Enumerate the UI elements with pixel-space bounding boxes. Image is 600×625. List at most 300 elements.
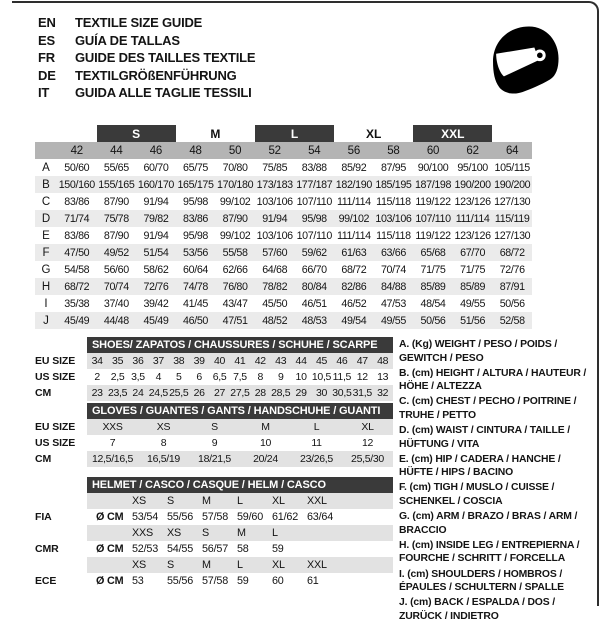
cell: 87/90 xyxy=(103,229,129,242)
cell: 55/65 xyxy=(103,161,129,174)
cell: 10 xyxy=(295,371,307,383)
cell: 4 xyxy=(155,371,162,383)
cell: 187/198 xyxy=(413,176,453,193)
cell: 35 xyxy=(107,353,127,369)
row-label-J: J xyxy=(35,312,57,329)
cell: 9 xyxy=(277,371,284,383)
cell: 60 xyxy=(272,575,284,587)
cell: 42 xyxy=(250,353,270,369)
cell: 82/86 xyxy=(334,278,374,295)
cell: 177/187 xyxy=(294,176,334,193)
cell: 47/53 xyxy=(380,297,406,310)
cell: 99/102 xyxy=(334,210,374,227)
cell: 66/70 xyxy=(301,263,327,276)
cell: 10 xyxy=(259,437,272,449)
spacer xyxy=(339,541,393,557)
measurement-legend xyxy=(399,338,596,625)
cell: 40 xyxy=(209,353,229,369)
cell: L xyxy=(291,419,342,435)
shoes-table xyxy=(35,337,393,401)
corner-cell xyxy=(35,125,57,142)
size-row-corner xyxy=(35,142,57,159)
cell: 185/195 xyxy=(374,176,414,193)
cell: 68/72 xyxy=(341,263,367,276)
cell: 62/66 xyxy=(222,263,248,276)
row-label-C: C xyxy=(41,195,51,208)
cell: 87/90 xyxy=(103,195,129,208)
cell: 57/58 xyxy=(202,511,229,523)
cell: 51/56 xyxy=(453,312,493,329)
unit-label: Ø CM xyxy=(96,543,124,555)
spacer xyxy=(35,557,87,573)
cell: 70/74 xyxy=(97,278,137,295)
cell: 43 xyxy=(271,353,291,369)
cell: 9 xyxy=(211,437,218,449)
cell: 10,5 xyxy=(311,371,332,383)
cell: 75/85 xyxy=(262,161,288,174)
cell: 29 xyxy=(291,385,311,401)
cell: 85/89 xyxy=(453,278,493,295)
cell: 16,5/19 xyxy=(138,451,189,467)
cell: 155/165 xyxy=(97,176,137,193)
cell: 72/76 xyxy=(136,278,176,295)
cell: 50/60 xyxy=(64,161,90,174)
cell: 72/76 xyxy=(499,263,525,276)
spacer xyxy=(35,525,87,541)
spacer xyxy=(87,557,129,573)
cell: 2,5 xyxy=(110,371,125,383)
spacer xyxy=(35,493,87,509)
cell: 103/106 xyxy=(256,229,293,242)
size-col-header: XXL xyxy=(304,493,339,509)
cell: 190/200 xyxy=(492,176,532,193)
cell: 165/175 xyxy=(176,176,216,193)
cell: 43/47 xyxy=(222,297,248,310)
size-col-header: XL xyxy=(269,493,304,509)
cell: 79/82 xyxy=(136,210,176,227)
cell: 103/106 xyxy=(374,210,414,227)
size-col-header: M xyxy=(199,557,234,573)
cell: 85/92 xyxy=(341,161,367,174)
cell: 127/130 xyxy=(494,229,531,242)
cell: 6,5 xyxy=(212,371,227,383)
cell: M xyxy=(240,419,291,435)
size-col-header: 52 xyxy=(255,142,295,159)
cell: 54/55 xyxy=(167,543,194,555)
cell: 53/54 xyxy=(132,511,159,523)
cell: 173/183 xyxy=(255,176,295,193)
cell: 111/114 xyxy=(336,229,371,242)
cell: 6 xyxy=(196,371,202,383)
row-label-CMR: CMR xyxy=(35,543,59,555)
size-col-header: S xyxy=(199,525,234,541)
cell: 59 xyxy=(237,575,249,587)
row-label: EU SIZE xyxy=(35,421,76,433)
cell: 45/50 xyxy=(262,297,288,310)
cell: 67/70 xyxy=(453,244,493,261)
cell: 37/40 xyxy=(103,297,129,310)
cell: 59 xyxy=(272,543,284,555)
legend-item: E. (cm) HIP / CADERA / HANCHE / HÜFTE / HIPS / BACINO xyxy=(399,453,561,479)
row-label: EU SIZE xyxy=(35,355,76,367)
cell: 107/110 xyxy=(296,195,332,208)
lang-code: EN xyxy=(38,15,56,30)
legend-item: A. (Kg) WEIGHT / PESO / POIDS / GEWITCH / PESO xyxy=(399,339,558,364)
cell: 8 xyxy=(257,371,264,383)
spacer xyxy=(87,493,129,509)
size-col-header: 60 xyxy=(413,142,453,159)
page-title: GUIDA ALLE TAGLIE TESSILI xyxy=(75,85,252,100)
cell: 91/94 xyxy=(143,195,169,208)
cell: 25,5/30 xyxy=(342,451,393,467)
cell: 68/72 xyxy=(57,278,97,295)
page-title: TEXTILE SIZE GUIDE xyxy=(75,15,203,30)
spacer xyxy=(339,509,393,525)
size-col-header: XXL xyxy=(304,557,339,573)
legend-item: G. (cm) ARM / BRAZO / BRAS / ARM / BRACCIO xyxy=(399,511,578,536)
cell: 52/53 xyxy=(132,543,159,555)
cell: 47/51 xyxy=(215,312,255,329)
table-title: HELMET / CASCO / CASQUE / HELM / CASCO xyxy=(87,477,393,493)
cell: 85/89 xyxy=(413,278,453,295)
cell: 36 xyxy=(128,353,148,369)
cell: 54/58 xyxy=(64,263,90,276)
size-col-header: 56 xyxy=(334,142,374,159)
cell: 35/38 xyxy=(64,297,90,310)
cell: 58/62 xyxy=(143,263,169,276)
gloves-table xyxy=(35,403,393,467)
cell: 53 xyxy=(132,575,144,587)
cell: 49/55 xyxy=(460,297,486,310)
cell: 99/102 xyxy=(219,195,251,208)
cell: 115/118 xyxy=(376,229,411,242)
cell: 107/110 xyxy=(413,210,453,227)
cell: 51/54 xyxy=(136,244,176,261)
cell: 65/68 xyxy=(413,244,453,261)
cell: 45/49 xyxy=(57,312,97,329)
cell: 58 xyxy=(237,543,249,555)
cell: 95/98 xyxy=(183,195,209,208)
size-group-M: M xyxy=(210,126,221,141)
title-row-de xyxy=(38,67,255,85)
cell: 49/55 xyxy=(374,312,414,329)
cell: 3,5 xyxy=(131,371,145,383)
cell: XS xyxy=(138,419,189,435)
cell: 50/56 xyxy=(499,297,525,310)
size-group-S: S xyxy=(97,125,176,142)
cell: 119/122 xyxy=(415,229,451,242)
cell: 31,5 xyxy=(352,387,372,399)
helmet-icon xyxy=(486,14,564,106)
row-label-A: A xyxy=(42,161,50,174)
cell: 83/86 xyxy=(64,195,90,208)
cell: 5 xyxy=(175,371,182,383)
legend-item: D. (cm) WAIST / CINTURA / TAILLE / HÜFTUNG / VITA xyxy=(399,425,570,450)
cell: XXS xyxy=(87,419,138,435)
size-col-header: 46 xyxy=(136,142,176,159)
cell: 13 xyxy=(377,371,389,383)
cell: 8 xyxy=(160,437,167,449)
cell: 41/45 xyxy=(183,297,209,310)
cell: 28 xyxy=(250,385,270,401)
cell: 23 xyxy=(87,385,107,401)
row-label-I: I xyxy=(44,297,48,310)
size-col-header: M xyxy=(199,493,234,509)
unit-label: Ø CM xyxy=(96,575,124,587)
cell: 160/170 xyxy=(136,176,176,193)
cell: 80/84 xyxy=(294,278,334,295)
size-col-header: M xyxy=(234,525,269,541)
cell: 53/56 xyxy=(176,244,216,261)
size-col-header: 62 xyxy=(453,142,493,159)
spacer xyxy=(339,573,393,589)
size-col-header: XS xyxy=(164,525,199,541)
cell: 68/72 xyxy=(492,244,532,261)
cell: 150/160 xyxy=(57,176,97,193)
cell: S xyxy=(189,419,240,435)
size-col-header: 64 xyxy=(492,142,532,159)
cell: 46 xyxy=(332,353,352,369)
cell: 83/86 xyxy=(176,210,216,227)
cell: 70/80 xyxy=(222,161,248,174)
cell: 87/95 xyxy=(380,161,406,174)
legend-item: B. (cm) HEIGHT / ALTURA / HAUTEUR / HÖHE / ALTEZZA xyxy=(399,367,587,393)
lang-code: ES xyxy=(38,32,55,48)
cell: 61 xyxy=(307,575,319,587)
row-label: US SIZE xyxy=(35,371,76,383)
cell: 107/110 xyxy=(296,229,332,242)
size-col-header: XS xyxy=(129,493,164,509)
row-label-B: B xyxy=(35,176,57,193)
cell: 27,5 xyxy=(230,387,250,399)
cell: 84/88 xyxy=(374,278,414,295)
cell: 71/74 xyxy=(57,210,97,227)
cell: 11 xyxy=(311,437,322,449)
cell: 91/94 xyxy=(255,210,295,227)
row-label-FIA: FIA xyxy=(35,511,52,523)
size-group-XXL: XXL xyxy=(413,125,492,142)
size-group-blank xyxy=(492,125,532,142)
size-group-L: L xyxy=(255,125,334,142)
cell: 190/200 xyxy=(453,176,493,193)
cell: 34 xyxy=(87,353,107,369)
size-col-header: L xyxy=(269,525,304,541)
cell: 12 xyxy=(361,437,374,449)
cell: 71/75 xyxy=(460,263,486,276)
cell: 87/90 xyxy=(215,210,255,227)
cell: 27 xyxy=(209,385,229,401)
legend-item: F. (cm) TIGH / MUSLO / CUISSE / SCHENKEL / COSCIA xyxy=(399,482,555,508)
cell: 111/114 xyxy=(453,210,493,227)
cell: 115/118 xyxy=(376,195,411,208)
title-row-it xyxy=(38,84,255,102)
cell: 38 xyxy=(169,353,189,369)
cell: 123/126 xyxy=(454,195,491,208)
size-col-header: 54 xyxy=(294,142,334,159)
cell: 20/24 xyxy=(240,451,291,467)
cell: 47/50 xyxy=(57,244,97,261)
cell: 60/64 xyxy=(183,263,209,276)
spacer xyxy=(35,337,87,353)
cell: 48/54 xyxy=(420,297,446,310)
cell: 47 xyxy=(352,353,372,369)
size-col-header: 48 xyxy=(176,142,216,159)
cell: 41 xyxy=(230,353,250,369)
cell: 32 xyxy=(372,385,392,401)
cell: 7,5 xyxy=(233,371,247,383)
cell: 105/115 xyxy=(494,161,530,174)
row-label: CM xyxy=(35,453,52,465)
cell: 63/64 xyxy=(307,511,334,523)
cell: 50/56 xyxy=(413,312,453,329)
cell: 49/52 xyxy=(97,244,137,261)
cell: 65/75 xyxy=(183,161,209,174)
unit-label: Ø CM xyxy=(96,511,124,523)
size-group-XL: XL xyxy=(365,126,382,141)
spacer xyxy=(35,403,87,419)
cell: 46/50 xyxy=(176,312,216,329)
cell: 60/70 xyxy=(143,161,169,174)
cell: 87/91 xyxy=(492,278,532,295)
title-row-fr xyxy=(38,49,255,67)
cell: 57/60 xyxy=(255,244,295,261)
row-label-D: D xyxy=(35,210,57,227)
spacer xyxy=(339,557,393,573)
main-size-table xyxy=(35,125,532,329)
cell: 59/62 xyxy=(294,244,334,261)
size-col-header: 50 xyxy=(215,142,255,159)
cell: 25,5 xyxy=(169,387,189,399)
size-col-header: XXS xyxy=(129,525,164,541)
cell: 45 xyxy=(311,353,331,369)
cell: 59/60 xyxy=(237,511,264,523)
cell: 63/66 xyxy=(374,244,414,261)
cell: 30 xyxy=(311,385,331,401)
spacer xyxy=(87,525,129,541)
spacer xyxy=(339,525,393,541)
lang-code: FR xyxy=(38,50,55,65)
cell: 23/26,5 xyxy=(291,451,342,467)
helmet-size-table xyxy=(35,477,393,589)
cell: 46/52 xyxy=(341,297,367,310)
size-col-header: XS xyxy=(129,557,164,573)
cell: 115/119 xyxy=(492,210,532,227)
title-row-es xyxy=(38,32,255,50)
cell: 99/102 xyxy=(219,229,251,242)
cell: 95/100 xyxy=(457,161,488,174)
size-col-header: 44 xyxy=(97,142,137,159)
cell: 30,5 xyxy=(332,387,352,399)
cell: 48/53 xyxy=(294,312,334,329)
cell: 119/122 xyxy=(415,195,451,208)
cell: 24 xyxy=(128,385,148,401)
cell: 83/86 xyxy=(64,229,90,242)
cell: 78/82 xyxy=(255,278,295,295)
cell: 52/58 xyxy=(492,312,532,329)
cell: 61/63 xyxy=(334,244,374,261)
cell: 55/56 xyxy=(167,575,194,587)
cell: 95/98 xyxy=(183,229,209,242)
cell: 91/94 xyxy=(143,229,169,242)
cell: 57/58 xyxy=(202,575,229,587)
row-label: CM xyxy=(35,387,52,399)
cell: 182/190 xyxy=(334,176,374,193)
page-title: GUÍA DE TALLAS xyxy=(75,32,180,48)
page-title: TEXTILGRÖßENFÜHRUNG xyxy=(75,67,237,83)
cell: 55/58 xyxy=(215,244,255,261)
cell: 83/88 xyxy=(301,161,327,174)
cell: 24,5 xyxy=(148,387,168,399)
size-col-header: 58 xyxy=(374,142,414,159)
cell: 28,5 xyxy=(271,387,291,399)
page-title: GUIDE DES TAILLES TEXTILE xyxy=(75,50,256,65)
cell: 55/56 xyxy=(167,511,194,523)
cell: 61/62 xyxy=(272,511,299,523)
cell: 7 xyxy=(109,437,116,449)
cell: 111/114 xyxy=(336,195,371,208)
cell: 12,5/16,5 xyxy=(87,451,138,467)
cell xyxy=(304,541,339,557)
lang-code: DE xyxy=(38,67,56,83)
table-title: GLOVES / GUANTES / GANTS / HANDSCHUHE / GUANTI xyxy=(87,403,393,419)
row-label-H: H xyxy=(35,278,57,295)
legend-item: I. (cm) SHOULDERS / HOMBROS / ÉPAULES / SCHULTERN / SPALLE xyxy=(399,568,564,594)
size-col-header: S xyxy=(164,493,199,509)
cell: 74/78 xyxy=(176,278,216,295)
spacer xyxy=(35,477,87,493)
cell: 49/54 xyxy=(334,312,374,329)
table-title: SHOES/ ZAPATOS / CHAUSSURES / SCHUHE / SCARPE xyxy=(87,337,393,353)
legend-item: C. (cm) CHEST / PECHO / POITRINE / TRUHE / PETTO xyxy=(399,396,577,421)
cell: 45/49 xyxy=(136,312,176,329)
title-row-en xyxy=(38,14,255,32)
cell: 46/51 xyxy=(301,297,327,310)
cell: 90/100 xyxy=(417,161,449,174)
cell: 37 xyxy=(148,353,168,369)
cell: 44/48 xyxy=(97,312,137,329)
cell: 123/126 xyxy=(454,229,491,242)
cell: XL xyxy=(342,419,393,435)
size-col-header: 42 xyxy=(57,142,97,159)
size-col-header: XL xyxy=(269,557,304,573)
cell: 44 xyxy=(291,353,311,369)
row-label-ECE: ECE xyxy=(35,575,57,587)
cell: 48 xyxy=(372,353,392,369)
cell: 95/98 xyxy=(294,210,334,227)
cell: 71/75 xyxy=(420,263,446,276)
cell: 75/78 xyxy=(97,210,137,227)
cell: 76/80 xyxy=(215,278,255,295)
cell: 2 xyxy=(94,371,100,383)
cell: 39/42 xyxy=(143,297,169,310)
size-group-blank xyxy=(57,125,97,142)
size-col-header: L xyxy=(234,493,269,509)
title-block xyxy=(38,14,255,102)
cell: 64/68 xyxy=(262,263,288,276)
cell: 48/52 xyxy=(255,312,295,329)
legend-item: J. (cm) BACK / ESPALDA / DOS / ZURÜCK / INDIETRO xyxy=(399,597,555,622)
cell: 26 xyxy=(189,385,209,401)
cell: 103/106 xyxy=(256,195,293,208)
size-col-header xyxy=(304,525,339,541)
cell: 56/57 xyxy=(202,543,229,555)
cell: 127/130 xyxy=(494,195,531,208)
size-col-header: L xyxy=(234,557,269,573)
cell: 39 xyxy=(189,353,209,369)
cell: 18/21,5 xyxy=(189,451,240,467)
cell: 12 xyxy=(356,371,368,383)
row-label-F: F xyxy=(35,244,57,261)
